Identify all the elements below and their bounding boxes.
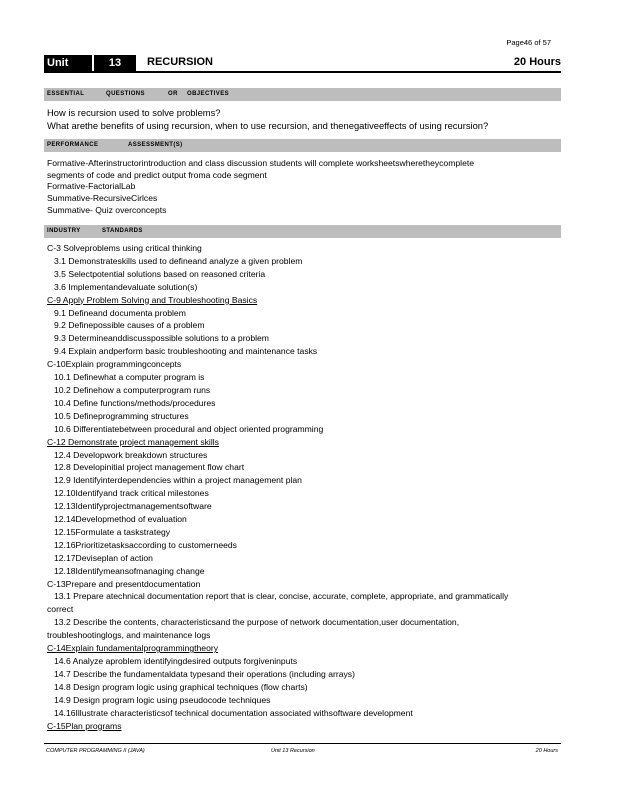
- performance-head-word: ASSESSMENT(S): [128, 142, 183, 148]
- essential-head-word: OR: [168, 91, 178, 97]
- page-number: Page46 of 57: [506, 38, 551, 47]
- assessment-line: Summative- Quiz overconcepts: [47, 204, 167, 215]
- standard-line: 14.8 Design program logic using graphical techniques (flow charts): [54, 681, 308, 692]
- standard-line: 3.6 Implementandevaluate solution(s): [54, 281, 198, 292]
- standard-line: 10.1 Definewhat a computer program is: [54, 372, 205, 383]
- standard-line: C-3 Solveproblems using critical thinking: [47, 243, 202, 253]
- standard-category: C-15Plan programs: [47, 720, 122, 731]
- standard-line: 3.1 Demonstrateskills used to defineand analyze a given problem: [54, 255, 303, 266]
- standard-line: 10.2 Definehow a computerprogram runs: [54, 384, 211, 395]
- assessment-line: segments of code and predict output froma code segment: [47, 169, 267, 180]
- essential-head-word: OBJECTIVES: [187, 91, 230, 97]
- unit-header: [44, 53, 561, 73]
- standard-line: 3.5 Selectpotential solutions based on reasoned criteria: [54, 268, 266, 279]
- essential-head-word: QUESTIONS: [106, 91, 145, 97]
- standard-line: 9.4 Explain andperform basic troubleshooting and maintenance tasks: [54, 346, 318, 357]
- standard-category: C-12 Demonstrate project management skills: [47, 436, 219, 447]
- standard-line: C-13Prepare and presentdocumentation: [47, 578, 201, 589]
- question-line: How is recursion used to solve problems?: [47, 107, 221, 118]
- standard-line: 9.1 Defineand documenta problem: [54, 307, 186, 318]
- standard-line: 10.4 Define functions/methods/procedures: [54, 397, 216, 408]
- standard-line: C-10Explain programmingconcepts: [47, 359, 182, 370]
- standard-line: 12.9 Identifyinterdependencies within a project management plan: [54, 475, 302, 486]
- industry-standards-list: [47, 242, 561, 732]
- standard-line: 14.7 Describe the fundamentaldata typesand their operations (including arrays): [54, 668, 355, 679]
- assessment-line: Formative-FactorialLab: [47, 181, 136, 192]
- industry-section-header: [44, 225, 561, 238]
- standard-line: 9.3 Determineanddiscusspossible solutions to a problem: [54, 333, 269, 344]
- footer-rule: [44, 743, 561, 744]
- standard-line: 13.2 Describe the contents, characteristicsand the purpose of network documentation,user documentation,: [54, 617, 460, 628]
- standard-line: troubleshootinglogs, and maintenance logs: [47, 630, 211, 641]
- standard-line: 14.6 Analyze aproblem identifyingdesired outputs forgiveninputs: [54, 656, 298, 666]
- standard-line: 14.9 Design program logic using pseudocode techniques: [54, 694, 271, 705]
- performance-section-header: [44, 139, 561, 152]
- unit-number: 13: [92, 55, 136, 72]
- standard-line: 12.17Deviseplan of action: [54, 552, 153, 563]
- footer-unit: Unit 13 Recursion: [271, 748, 315, 754]
- footer-course: COMPUTER PROGRAMMING II (JAVA): [46, 748, 145, 754]
- standard-line: 9.2 Definepossible causes of a problem: [54, 320, 205, 331]
- standard-line: 12.4 Developwork breakdown structures: [54, 449, 208, 460]
- essential-section-header: [44, 88, 561, 101]
- essential-questions: [47, 107, 561, 132]
- industry-head-word: INDUSTRY: [47, 228, 81, 234]
- essential-head-word: ESSENTIAL: [47, 91, 85, 97]
- standard-line: 12.15Formulate a taskstrategy: [54, 526, 171, 537]
- standard-line: 13.1 Prepare atechnical documentation report that is clear, concise, accurate, complete, appropriate, and grammatically: [54, 591, 509, 602]
- standard-line: 12.10Identifyand track critical milestones: [54, 488, 209, 499]
- standard-line: 12.14Developmethod of evaluation: [54, 514, 187, 525]
- standard-line: 12.18Identifymeansofmanaging change: [54, 565, 205, 576]
- unit-title: RECURSION: [147, 56, 214, 68]
- unit-hours: 20 Hours: [513, 56, 561, 68]
- standard-line: correct: [47, 604, 74, 615]
- footer-hours: 20 Hours: [535, 748, 558, 754]
- assessment-line: Summative-RecursiveCirlces: [47, 193, 158, 204]
- standard-line: 10.5 Defineprogramming structures: [54, 410, 189, 421]
- standard-line: 10.6 Differentiatebetween procedural and object oriented programming: [54, 423, 324, 434]
- standard-line: 14.16Illustrate characteristicsof technical documentation associated withsoftware development: [54, 707, 413, 718]
- assessment-line: Formative-Afterinstructorintroduction and class discussion students will complete worksheetswheretheycomplete: [47, 158, 475, 168]
- question-line: What arethe benefits of using recursion, when to use recursion, and thenegativeeffects of using recursion?: [47, 119, 489, 131]
- performance-head-word: PERFORMANCE: [47, 142, 99, 148]
- standard-category: C-9 Apply Problem Solving and Troubleshooting Basics: [47, 294, 258, 305]
- industry-head-word: STANDARDS: [102, 228, 143, 234]
- unit-label: Unit: [44, 55, 92, 72]
- standard-category: C-14Explain fundamentalprogrammingtheory: [47, 643, 219, 654]
- unit-header-rule: [44, 71, 561, 73]
- standard-line: 12.8 Developinitial project management flow chart: [54, 462, 245, 473]
- standard-line: 12.13Identifyprojectmanagementsoftware: [54, 501, 212, 512]
- standard-line: 12.16Prioritizetasksaccording to customerneeds: [54, 539, 237, 550]
- performance-assessments: [47, 158, 561, 217]
